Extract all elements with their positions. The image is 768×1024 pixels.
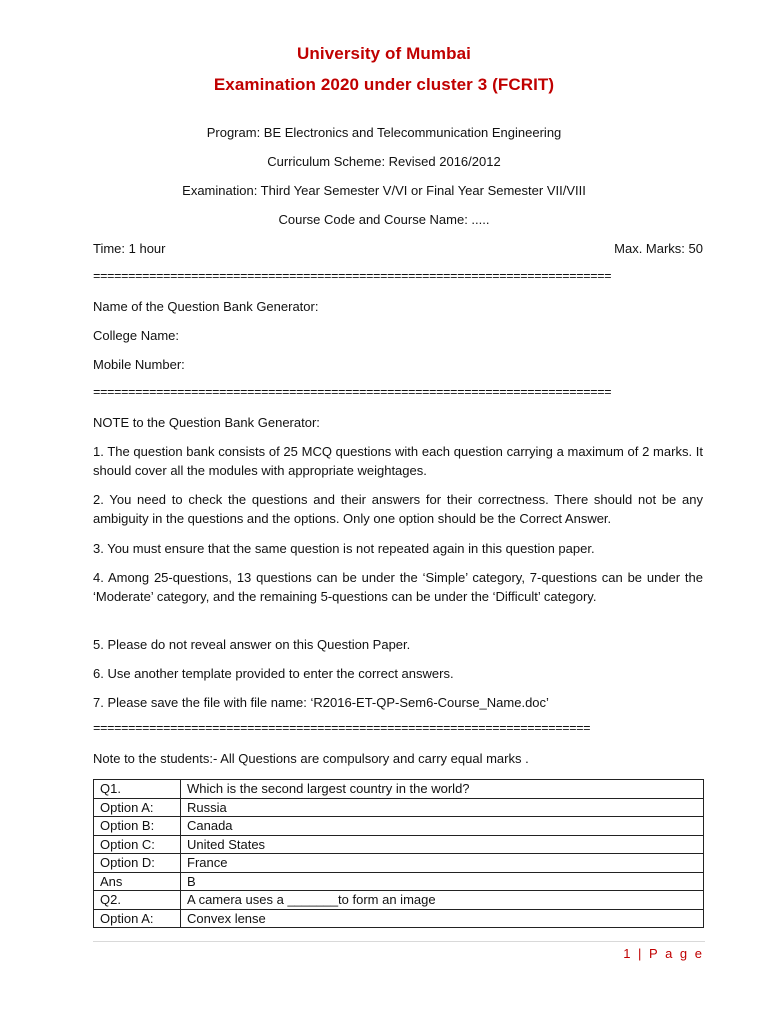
- note-heading: NOTE to the Question Bank Generator:: [93, 415, 320, 430]
- course-line: Course Code and Course Name: .....: [278, 212, 490, 227]
- question-table: [93, 779, 704, 928]
- row-key: Option B:: [94, 817, 181, 836]
- table-row: [94, 872, 704, 891]
- row-key: Option D:: [94, 854, 181, 873]
- note-item-4: 4. Among 25-questions, 13 questions can be under the ‘Simple’ category, 7-questions can be under the ‘Moderate’ category, and the remaining 5-questions can be under the ‘Difficult’ category.: [93, 570, 703, 604]
- note-item-2: 2. You need to check the questions and their answers for their correctness. There should not be any ambiguity in the questions and the options. Only one option should be the Correct Answer.: [93, 492, 703, 526]
- row-key: Ans: [94, 872, 181, 891]
- time-label: Time: 1 hour: [93, 241, 166, 256]
- students-note: Note to the students:- All Questions are compulsory and carry equal marks .: [93, 751, 529, 766]
- row-value: United States: [181, 835, 704, 854]
- table-row: [94, 854, 704, 873]
- max-marks-label: Max. Marks: 50: [614, 241, 703, 256]
- table-row: [94, 798, 704, 817]
- note-item-6: 6. Use another template provided to enter the correct answers.: [93, 666, 454, 681]
- table-row: [94, 780, 704, 799]
- row-key: Q2.: [94, 891, 181, 910]
- program-line: Program: BE Electronics and Telecommunication Engineering: [206, 125, 562, 140]
- exam-title: Examination 2020 under cluster 3 (FCRIT): [213, 75, 555, 94]
- row-key: Option C:: [94, 835, 181, 854]
- row-value: Canada: [181, 817, 704, 836]
- table-row: [94, 909, 704, 928]
- row-value: Which is the second largest country in the world?: [181, 780, 704, 799]
- footer-divider: [93, 941, 705, 942]
- page-number: 1 | P a g e: [623, 946, 704, 961]
- table-row: [94, 835, 704, 854]
- row-key: Option A:: [94, 909, 181, 928]
- row-value: France: [181, 854, 704, 873]
- separator-3: =======================================================================: [93, 722, 591, 736]
- university-title: University of Mumbai: [297, 44, 471, 63]
- row-value: A camera uses a _______to form an image: [181, 891, 704, 910]
- scheme-line: Curriculum Scheme: Revised 2016/2012: [267, 154, 501, 169]
- note-item-5: 5. Please do not reveal answer on this Question Paper.: [93, 637, 411, 652]
- row-value: Russia: [181, 798, 704, 817]
- table-row: [94, 891, 704, 910]
- mobile-number-label: Mobile Number:: [93, 357, 185, 372]
- row-value: B: [181, 872, 704, 891]
- table-row: [94, 817, 704, 836]
- note-item-7: 7. Please save the file with file name: ‘R2016-ET-QP-Sem6-Course_Name.doc’: [93, 695, 549, 710]
- examination-line: Examination: Third Year Semester V/VI or Final Year Semester VII/VIII: [182, 183, 586, 198]
- row-value: Convex lense: [181, 909, 704, 928]
- separator-1: ==========================================================================: [93, 270, 612, 284]
- generator-name-label: Name of the Question Bank Generator:: [93, 299, 319, 314]
- row-key: Q1.: [94, 780, 181, 799]
- note-item-1: 1. The question bank consists of 25 MCQ questions with each question carrying a maximum of 2 marks. It should cover all the modules with appropriate weightages.: [93, 444, 703, 478]
- note-item-3: 3. You must ensure that the same question is not repeated again in this question paper.: [93, 541, 595, 556]
- college-name-label: College Name:: [93, 328, 179, 343]
- time-marks-row: [93, 241, 703, 256]
- row-key: Option A:: [94, 798, 181, 817]
- separator-2: ==========================================================================: [93, 386, 612, 400]
